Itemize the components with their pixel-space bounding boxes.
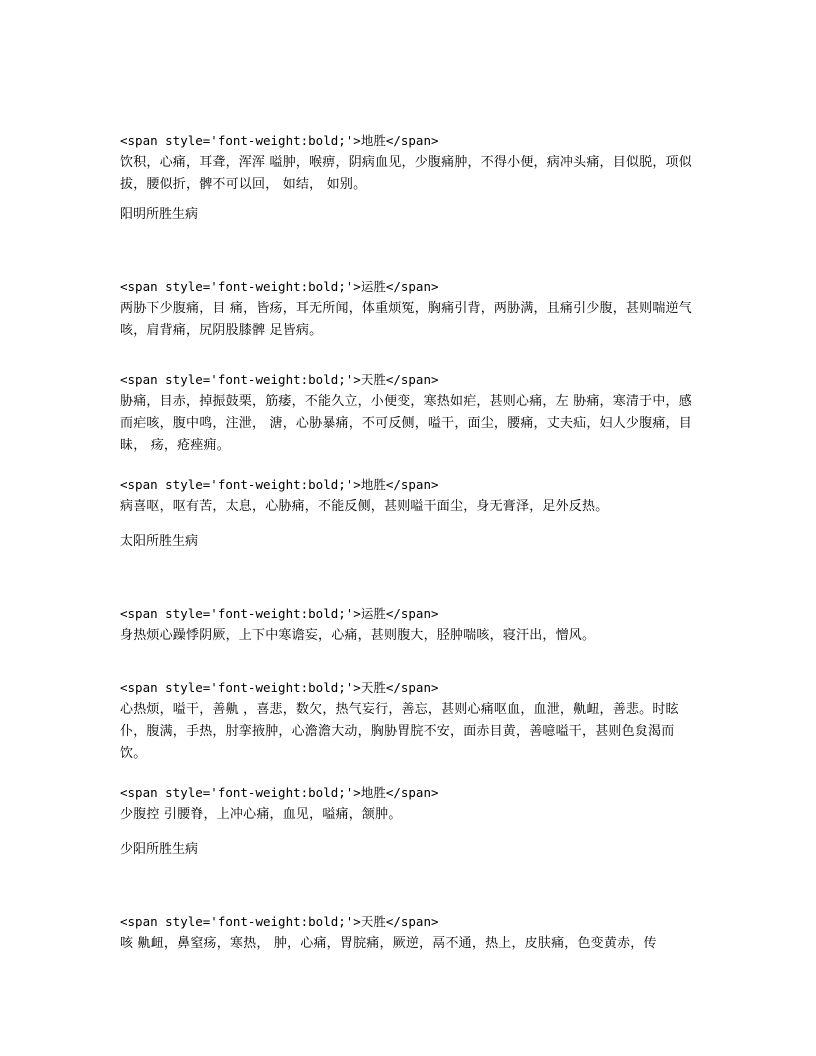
entry-text: 病喜呕，呕有苦，太息，心胁痛，不能反侧，甚则嗌干面尘，身无膏泽，足外反热。 <box>120 499 609 514</box>
entry-tag: <span style='font-weight:bold;'>天胜</span> <box>120 914 439 929</box>
entry-tian-sheng-2 <box>120 677 700 765</box>
section-heading-yangming: 阳明所胜生病 <box>120 207 199 222</box>
entry-di-sheng-2 <box>120 474 700 518</box>
entry-di-sheng-1 <box>120 130 700 196</box>
entry-text: 胁痛，目赤，掉振鼓栗，筋痿，不能久立，小便变，寒热如疟，甚则心痛，左 胁痛，寒清于中，感而疟咳，腹中鸣，注泄， 溏，心胁暴痛，不可反侧，嗌干，面尘，腰痛，丈夫疝，妇人少腹痛，目昧， 疡，疮痤痈。 <box>120 394 692 453</box>
entry-tag: <span style='font-weight:bold;'>地胜</span> <box>120 133 439 148</box>
entry-text: 两胁下少腹痛，目 痛，皆疡，耳无所闻，体重烦冤，胸痛引背，两胁满，且痛引少腹，甚则喘逆气咳，肩背痛，尻阴股膝髀 足皆病。 <box>120 301 692 338</box>
entry-text: 心热烦，嗌干，善鼽 ，喜悲，数欠，热气妄行，善忘，甚则心痛呕血，血泄，鼽衄，善悲。时眩仆，腹满，手热，肘挛掖肿，心澹澹大动，胸胁胃脘不安，面赤目黄，善噫嗌干，甚则色炱渴而饮。 <box>120 702 679 761</box>
entry-tag: <span style='font-weight:bold;'>天胜</span> <box>120 680 439 695</box>
section-heading-taiyang: 太阳所胜生病 <box>120 534 199 549</box>
entry-di-sheng-3 <box>120 782 700 826</box>
entry-text: 少腹控 引腰脊，上冲心痛，血见，嗌痛，颔肿。 <box>120 807 402 822</box>
entry-yun-sheng-1 <box>120 276 700 342</box>
entry-tag: <span style='font-weight:bold;'>运胜</span> <box>120 606 439 621</box>
entry-text: 身热烦心躁悸阴厥，上下中寒谵妄，心痛，甚则腹大，胫肿喘咳，寝汗出，憎风。 <box>120 628 596 643</box>
section-heading-shaoyang: 少阳所胜生病 <box>120 842 199 857</box>
entry-tian-sheng-3 <box>120 911 700 955</box>
entry-yun-sheng-2 <box>120 603 700 647</box>
entry-text: 咳 鼽衄，鼻窒疡，寒热， 肿，心痛，胃脘痛，厥逆，鬲不通，热上，皮肤痛，色变黄赤，传 <box>120 936 657 951</box>
entry-text: 饮积，心痛，耳聋，浑浑 嗌肿，喉痹，阴病血见，少腹痛肿，不得小便，病冲头痛，目似脱，项似拔，腰似折，髀不可以回， 如结， 如别。 <box>120 155 692 192</box>
entry-tag: <span style='font-weight:bold;'>地胜</span> <box>120 477 439 492</box>
entry-tag: <span style='font-weight:bold;'>天胜</span> <box>120 372 439 387</box>
entry-tag: <span style='font-weight:bold;'>运胜</span> <box>120 279 439 294</box>
entry-tag: <span style='font-weight:bold;'>地胜</span> <box>120 785 439 800</box>
entry-tian-sheng-1 <box>120 369 700 457</box>
